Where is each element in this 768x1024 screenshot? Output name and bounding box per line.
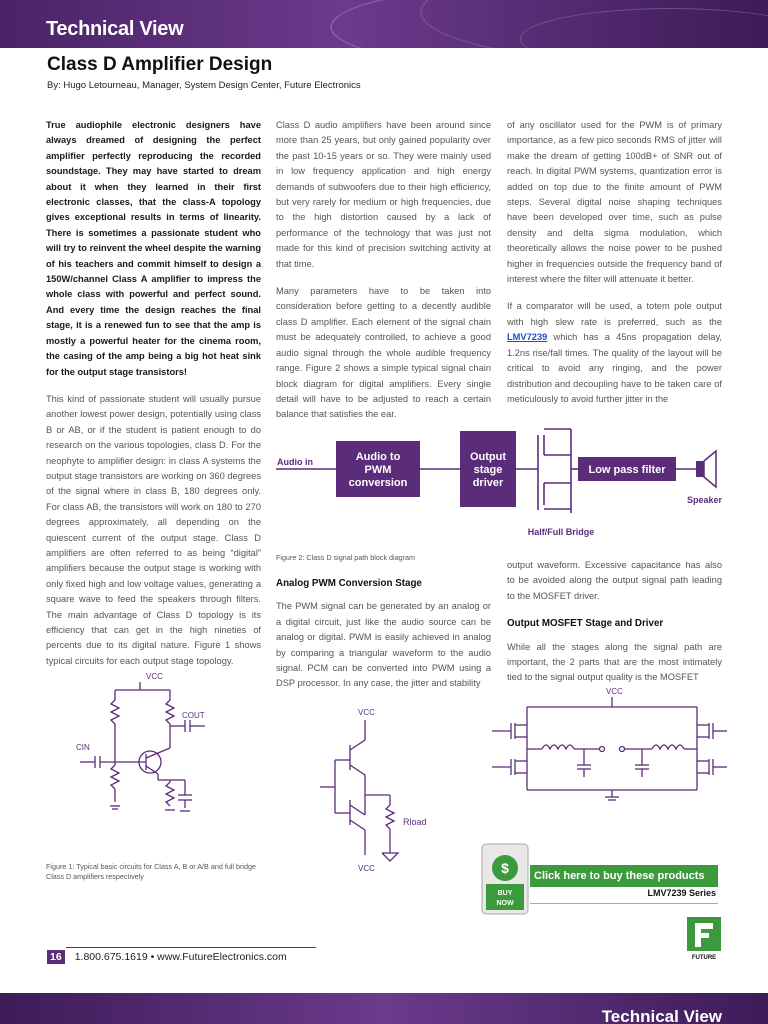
cout-label: COUT [182, 711, 205, 720]
column-2-top [276, 118, 491, 435]
speaker-icon [696, 461, 704, 477]
body-paragraph [507, 299, 722, 407]
speaker-cone-icon [704, 451, 716, 487]
vcc-label: VCC [146, 672, 163, 681]
block2-label-line1: Output [469, 451, 507, 463]
text-span: which has a 45ns propagation delay, 1.2ns rise/fall times. The quality of the layout will be critical to avoid any ringing, and the power distribution and decoupling have to be taken care of meticulously to avoid further jitter in the [507, 332, 722, 404]
class-ab-schematic [310, 705, 440, 875]
bottom-section-label: Technical View [601, 1007, 722, 1024]
future-electronics-logo [685, 915, 723, 965]
rload-label: Rload [403, 817, 427, 827]
body-paragraph: While all the stages along the signal path are important, the 2 parts that are the most intimately tied to the signal output quality is the MOSFET [507, 641, 722, 683]
column-1 [46, 118, 261, 681]
vcc-label: VCC [606, 687, 623, 696]
buy-text: BUY [497, 890, 513, 897]
lmv7239-link[interactable]: LMV7239 [507, 332, 548, 343]
vcc-label: VCC [358, 708, 375, 717]
page-number: 16 [47, 950, 65, 964]
block2-label-line3: driver [472, 477, 504, 489]
column-2-bottom [276, 576, 491, 704]
figure1-caption: Figure 1: Typical basic circuits for Class A, B or A/B and full bridge Class D amplifiers respectively [46, 862, 256, 881]
buy-now-icon[interactable] [480, 842, 532, 916]
column-3-bottom [507, 558, 722, 698]
cin-label: CIN [76, 743, 90, 752]
body-paragraph: output waveform. Excessive capacitance has also to be avoided along the output signal path leading to the MOSFET driver. [507, 560, 722, 601]
text-span: If a comparator will be used, a totem pole output with high slew rate is preferred, such as the [507, 301, 722, 327]
article-byline: By: Hugo Letourneau, Manager, System Design Center, Future Electronics [47, 80, 361, 91]
low-pass-filter-label: Low pass filter [588, 464, 666, 476]
body-paragraph: The PWM signal can be generated by an analog or a digital circuit, just like the audio source can be analog or digital. PWM is easily achieved in analog by comparing a triangular waveform to the audio signal. PCM can be converted into PWM using a DSP processor. In any case, the jitter and stability [276, 601, 491, 689]
footer-divider [66, 947, 316, 948]
body-paragraph: Class D audio amplifiers have been around since more than 25 years, but only gained popularity over the past 10-15 years or so. They were mainly used in low frequency application and high energy demands of subwoofers due to their high efficiency, but very rarely for medium or high frequencies, due to the high distortion caused by a lack of performance of the technology that was just not made for this kind of precision switching activity at that time. [276, 120, 491, 269]
contact-info: 1.800.675.1619 • www.FutureElectronics.com [74, 951, 287, 963]
vcc-label: VCC [358, 864, 375, 873]
section-heading: Analog PWM Conversion Stage [276, 578, 422, 589]
buy-products-link[interactable]: Click here to buy these products [530, 865, 718, 887]
dollar-icon: $ [501, 860, 509, 876]
block2-label-line2: stage [473, 464, 503, 476]
class-a-schematic [60, 670, 220, 820]
bridge-label: Half/Full Bridge [527, 527, 595, 537]
section-label: Technical View [46, 18, 184, 40]
buy-series-label: LMV7239 Series [647, 888, 716, 898]
intro-paragraph: True audiophile electronic designers have always dreamed of designing the perfect amplifier perfectly reproducing the recorded soundstage. They may have started to dream about it when they learned in their first electronic classes, that the class-A topology gives exceptional results in terms of linearity. There is sometimes a passionate student who will try to reinvent the wheel despite the warning of his teachers and commit himself to design a 150W/channel Class A amplifier to impress the whole class with powerful and perfect sound. And every time the design reaches the final stage, it is a renewed fun to see that the amp is mostly a powerful heater for the cinema room, the casing of the amp being a big hot heat sink for the output stage transistors! [46, 120, 261, 377]
body-paragraph: This kind of passionate student will usually pursue another lowest power design, potentially using class B or AB, or if the student is patient enough to do research on the various topologies, class D. For the neophyte to amplifier design: in class A systems the output stage transistors are working on 360 degrees of the signal where in class B, 180 degrees only. For class AB, the transistors will work on 180 to 270 degrees approximately, all depending on the quiescent current of the output stage. Class D amplifiers are often referred to as being “digital” amplifiers because the output stage is working with only fixed high and low voltage values, generating a square wave to feed the speakers through filters. The main advantage of Class D topology is its efficiency that can get in the high nineties of percents due to its digital nature. Figure 1 shows typical circuits for each output stage topology. [46, 393, 261, 666]
bottom-band [0, 993, 768, 1024]
figure2-block-diagram [276, 425, 728, 540]
speaker-label: Speaker [686, 495, 722, 505]
footer [47, 950, 287, 964]
block1-label-line1: Audio to [355, 451, 401, 463]
body-paragraph: of any oscillator used for the PWM is of primary importance, as a few pico seconds RMS of jitter will make the dream of getting 100dB+ of SNR out of reach. In digital PWM systems, quantization error is added on top due to the finite amount of PWM steps. Several digital noise shaping techniques have been developed over time, such as pulse density and delta sigma modulation, which theoretically allows the noise power to be pushed higher in frequencies outside the frequency band of interest where the filter will attenuate it better. [507, 120, 722, 285]
logo-text: FUTURE [691, 955, 717, 961]
block1-label-line3: conversion [348, 477, 408, 489]
audio-in-label: Audio in [277, 457, 313, 467]
section-heading: Output MOSFET Stage and Driver [507, 618, 664, 630]
figure2-caption: Figure 2: Class D signal path block diagram [276, 553, 416, 562]
divider [530, 903, 718, 904]
column-3-top [507, 118, 722, 419]
block1-label-line2: PWM [364, 464, 392, 476]
full-bridge-schematic [487, 685, 727, 805]
body-paragraph: Many parameters have to be taken into consideration before getting to a decently audible class D amplifier. Each element of the signal chain must be adequately controlled, to achieve a good audio signal through the whole audible frequency range. Figure 2 shows a simple typical signal chain block diagram for digital amplifiers. Every single detail will have to be adjusted to reach a certain balance that satisfies the ear. [276, 286, 491, 420]
now-text: NOW [496, 900, 514, 907]
article-title: Class D Amplifier Design [47, 54, 273, 75]
